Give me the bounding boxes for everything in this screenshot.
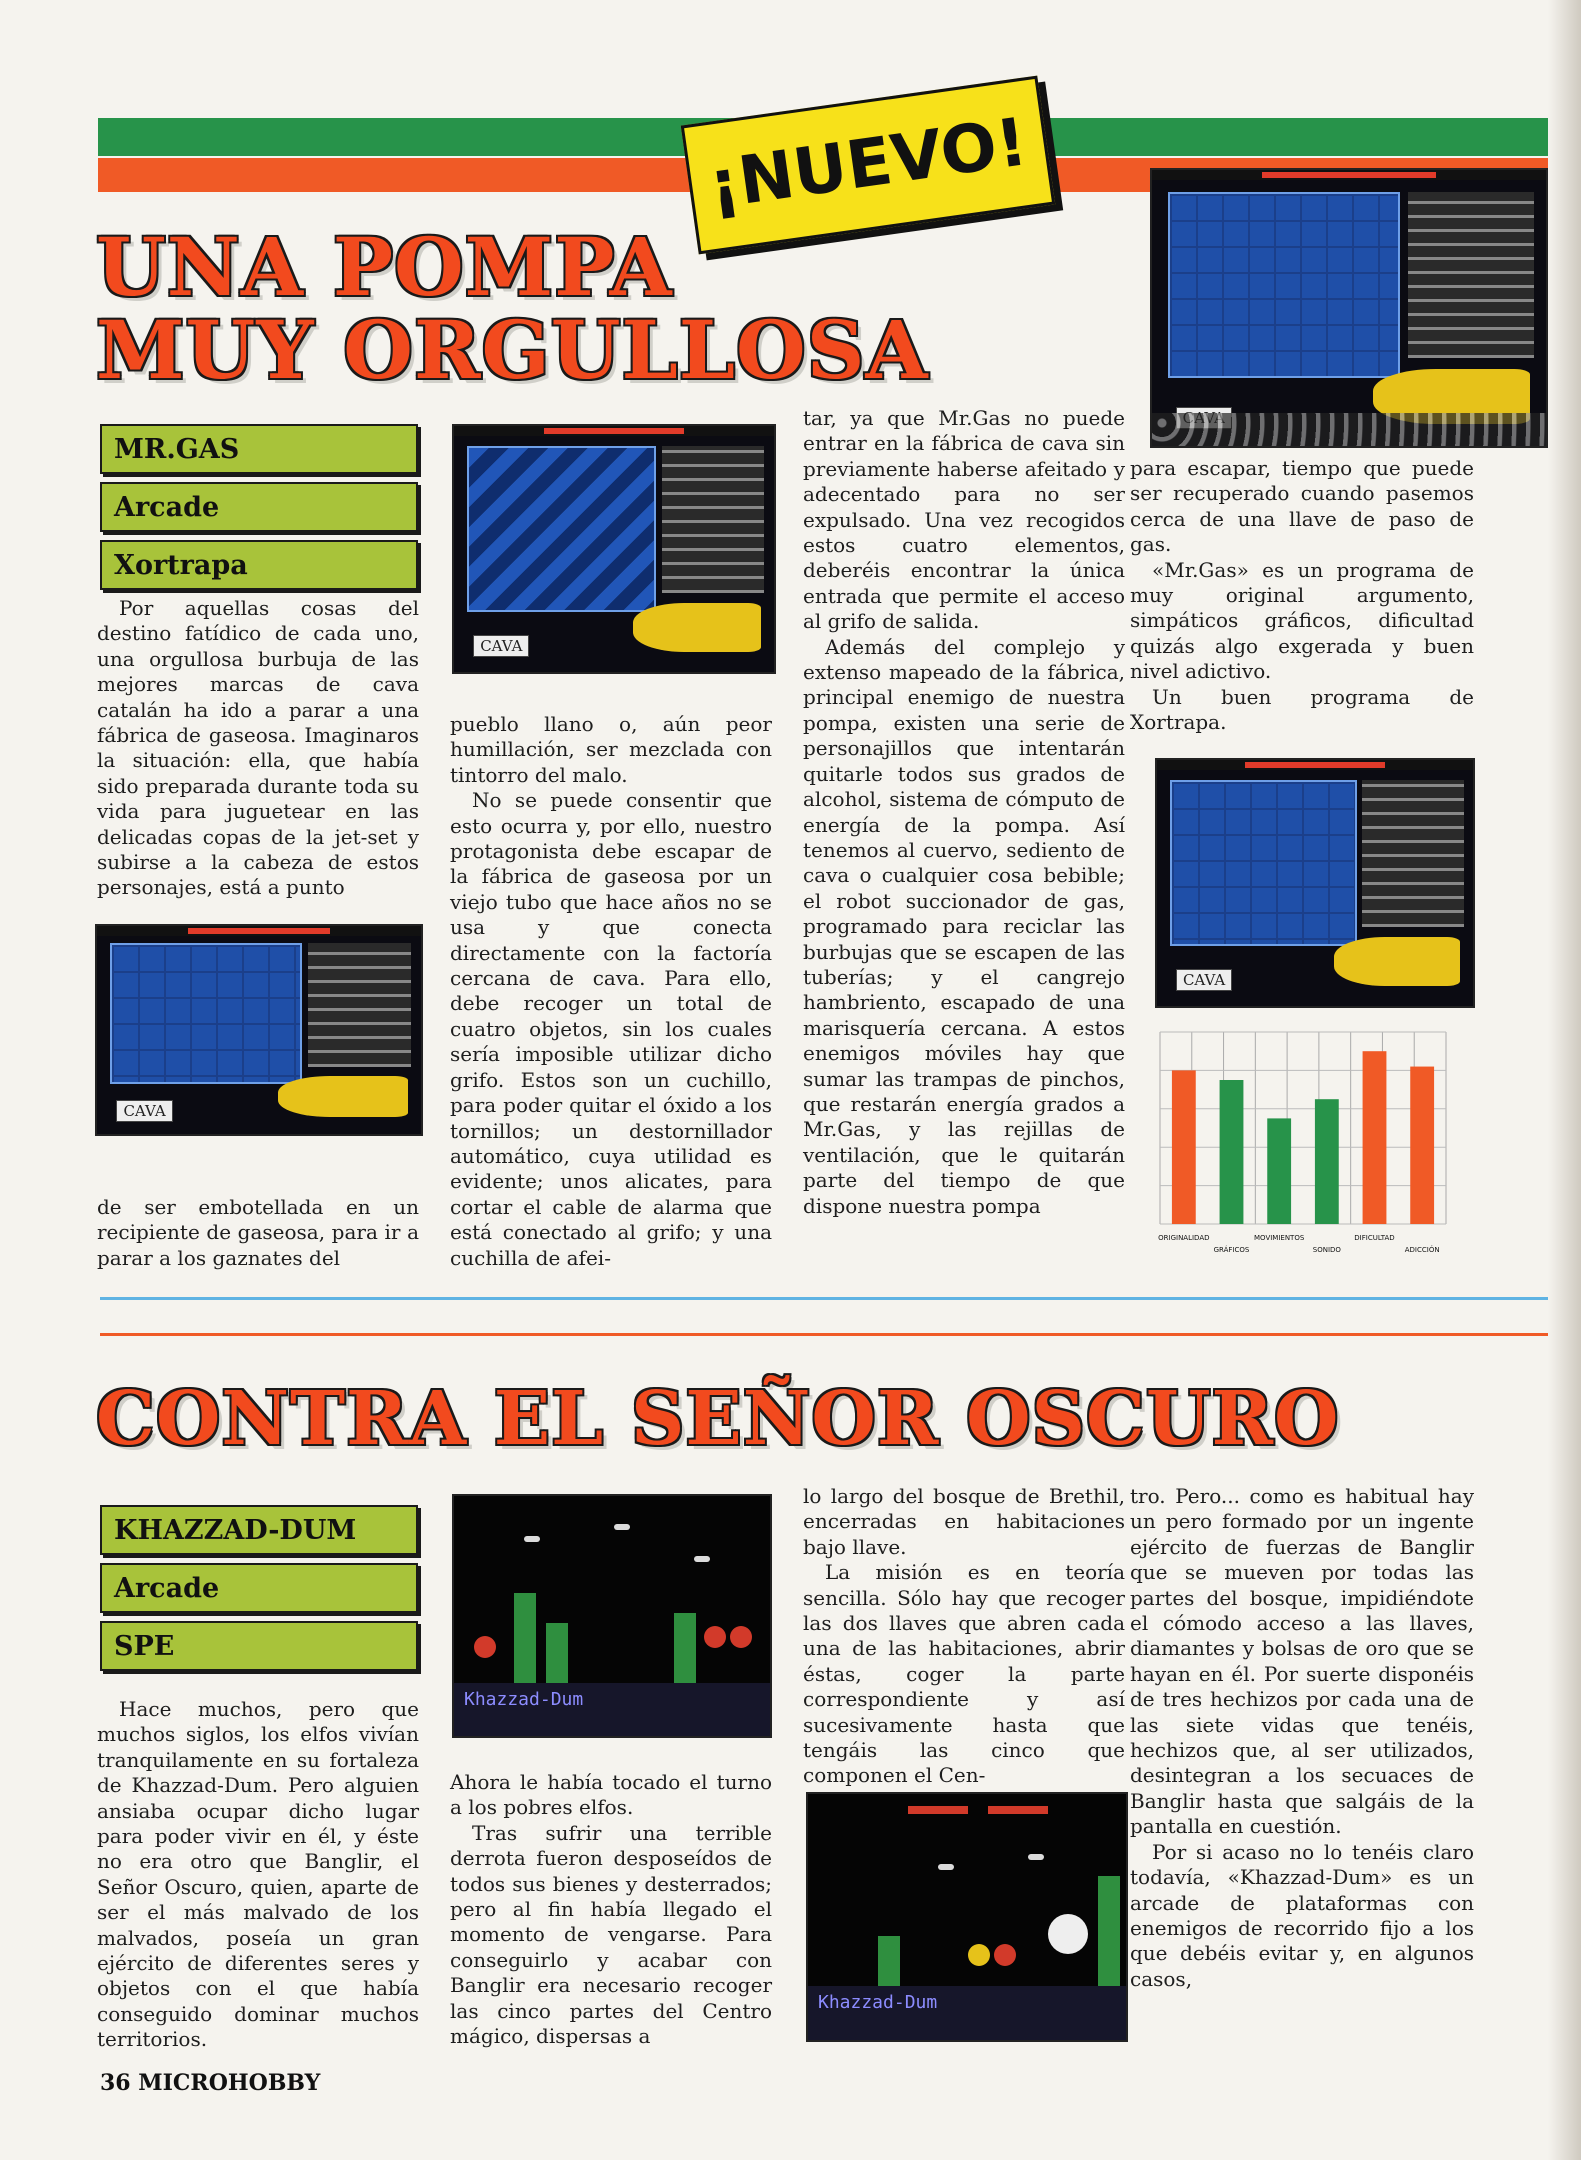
chart-bar-sonido	[1315, 1099, 1339, 1224]
mrgas-screenshot-4	[1155, 758, 1475, 1008]
article1-paragraph: de ser embotellada en un recipiente de gaseosa, para ir a parar a los gaznates del	[97, 1195, 419, 1270]
article1-title-line2: MUY ORGULLOSA	[96, 303, 929, 397]
game-status-panel	[308, 943, 412, 1068]
chart-bar-dificultad	[1363, 1051, 1387, 1224]
screenshot-header	[1152, 170, 1546, 180]
game-name-tag: KHAZZAD-DUM	[100, 1505, 418, 1555]
cava-bottle-graphic	[633, 603, 761, 652]
chart-tick-label: ADICCIÓN	[1404, 1246, 1440, 1254]
article1-paragraph: Además del complejo y extenso mapeado de la fábrica, principal enemigo de nuestra pompa, existen una serie de personajillos que intentarán quitarle todos sus grados de alcohol, sistema de cómputo de energía de la pompa. Así tenemos al cuervo, sediento de cava o cualquier cosa bebible; el robot succionador de gas, programado para reciclar las burbujas que se escapen de las tuberías; y el cangrejo hambriento, escapado de una marisquería cercana. A estos enemigos móviles hay que sumar las trampas de pinchos, que restarán energía grados a Mr.Gas, y las rejillas de ventilación, que le quitarán parte del tiempo de que dispone nuestra pompa	[803, 634, 1125, 1218]
article2-paragraph: Hace muchos, pero que muchos siglos, los elfos vivían tranquilamente en su fortaleza de Khazzad-Dum. Pero alguien ansiaba ocupar dicho lugar para poder vivir en él, y éste no era otro que Banglir, el Señor Oscuro, quien, aparte de ser el más malvado de los malvados, poseía un gran ejército de diferentes seres y objetos con el que había conseguido dominar muchos territorios.	[97, 1697, 419, 2052]
tree-graphic	[878, 1936, 900, 1986]
article2-title: CONTRA EL SEÑOR OSCURO	[96, 1376, 1340, 1462]
system-tag: SPE	[100, 1621, 418, 1671]
bubbles-strip	[1152, 413, 1546, 446]
article2-col4	[1130, 1484, 1474, 1992]
page-footer: 36 MICROHOBBY	[100, 2070, 321, 2096]
article1-paragraph: pueblo llano o, aún peor humillación, ser mezclada con tintorro del malo.	[450, 712, 772, 787]
game-status-panel	[662, 446, 764, 594]
cava-bottle-graphic	[1334, 937, 1460, 986]
cava-label: CAVA	[1176, 969, 1232, 991]
article1-paragraph: Por aquellas cosas del destino fatídico de cada uno, una orgullosa burbuja de las mejores marcas de cava catalán ha ido a parar a una fábrica de gaseosa. Imaginaros la situación: ella, que había sido preparada durante toda su vida para juguetear en las delicadas copas de la jet-set y subirse a la cabeza de estos personajes, está a punto	[97, 596, 419, 900]
article2-paragraph: Ahora le había tocado el turno a los pobres elfos.	[450, 1770, 772, 1820]
screenshot-header	[454, 426, 774, 436]
tree-graphic	[546, 1623, 568, 1683]
article1-col2	[450, 712, 772, 1271]
nuevo-badge	[681, 76, 1056, 255]
chart-tick-label: ORIGINALIDAD	[1158, 1234, 1210, 1242]
article1-col3	[803, 406, 1125, 1219]
chart-bar-originalidad	[1172, 1070, 1196, 1224]
chart-tick-label: SONIDO	[1312, 1246, 1341, 1254]
game-status-panel	[1408, 192, 1534, 358]
rating-chart	[1150, 1024, 1456, 1270]
chart-tick-label: MOVIMIENTOS	[1254, 1234, 1305, 1242]
mrgas-screenshot-1	[1150, 168, 1548, 448]
game-playfield	[110, 943, 302, 1084]
page-edge	[1548, 0, 1581, 2160]
article1-paragraph: No se puede consentir que esto ocurra y, por ello, nuestro protagonista debe escapar de la fábrica de gaseosa por un viejo tubo que hace años no se usa y que conecta directamente con la factoría cercana de cava. Para ello, debe recoger un total de cuatro objetos, sin los cuales sería imposible utilizar dicho grifo. Estos son un cuchillo, para poder quitar el óxido a los tornillos; un destornillador automático, cuya utilidad es evidente; unos alicates, para cortar el cable de alarma que está conectado al grifo; y una cuchilla de afei-	[450, 788, 772, 1270]
game-status-panel	[1362, 780, 1463, 928]
article1-title-line1: UNA POMPA	[96, 220, 673, 314]
section-divider-blue	[100, 1297, 1549, 1300]
article2-col3	[803, 1484, 1125, 1789]
chart-bar-movimientos	[1267, 1118, 1291, 1224]
game-playfield	[1170, 780, 1357, 946]
article2-paragraph: Tras sufrir una terrible derrota fueron desposeídos de todos sus bienes y desterrados; pero al fin había llegado el momento de vengarse. Para conseguirlo y acabar con Banglir era necesario recoger las cinco partes del Centro mágico, dispersas a	[450, 1820, 772, 2049]
article2-paragraph: lo largo del bosque de Brethil, encerradas en habitaciones bajo llave.	[803, 1484, 1125, 1559]
chart-tick-label: DIFICULTAD	[1354, 1234, 1395, 1242]
tree-graphic	[674, 1613, 696, 1683]
article1-paragraph: tar, ya que Mr.Gas no puede entrar en la fábrica de cava sin previamente haberse afeitado y adecentado para no ser expulsado. Una vez recogidos estos cuatro elementos, deberéis encontrar la única entrada que permite el acceso al grifo de salida.	[803, 406, 1125, 634]
khazzad-title-bar: Khazzad-Dum	[808, 1986, 1126, 2040]
article1-paragraph: «Mr.Gas» es un programa de muy original argumento, simpáticos gráficos, dificultad quizás algo exgerada y buen nivel adictivo.	[1130, 557, 1474, 684]
article1-paragraph: Un buen programa de Xortrapa.	[1130, 684, 1474, 735]
screenshot-header	[97, 926, 421, 936]
tree-graphic	[514, 1593, 536, 1683]
article2-paragraph: La misión es en teoría sencilla. Sólo hay que recoger las dos llaves que abren cada una de las habitaciones, abrir éstas, coger la parte correspondiente y así sucesivamente hasta que tengáis las cinco que componen el Cen-	[803, 1560, 1125, 1788]
article2-paragraph: tro. Pero... como es habitual hay un pero formado por un ingente ejército de fuerzas de Banglir que se mueven por todas las partes del bosque, impidiéndote el cómodo acceso a las llaves, diamantes y bolsas de oro que se hayan en él. Por suerte disponéis de tres hechizos por cada una de las siete vidas que tenéis, hechizos que, al ser utilizados, desintegran a los secuaces de Banglir hasta que salgáis de la pantalla en cuestión.	[1130, 1484, 1474, 1839]
khazzad-screenshot-1	[452, 1494, 772, 1738]
publisher-tag: Xortrapa	[100, 540, 418, 590]
genre-tag: Arcade	[100, 482, 418, 532]
cava-label: CAVA	[116, 1100, 172, 1122]
genre-tag: Arcade	[100, 1563, 418, 1613]
article1-col4	[1130, 456, 1474, 735]
game-playfield	[1168, 192, 1401, 378]
article2-paragraph: Por si acaso no lo tenéis claro todavía, «Khazzad-Dum» es un arcade de plataformas con enemigos de recorrido fijo a los que debéis evitar y, en algunos casos,	[1130, 1839, 1474, 1991]
mrgas-screenshot-2	[452, 424, 776, 674]
article2-col1	[97, 1697, 419, 2053]
tree-graphic	[1098, 1876, 1120, 1986]
nuevo-badge-text: ¡NUEVO!	[703, 103, 1032, 224]
chart-tick-label: GRÁFICOS	[1213, 1246, 1250, 1254]
article1-paragraph: para escapar, tiempo que puede ser recuperado cuando pasemos cerca de una llave de paso de gas.	[1130, 456, 1474, 557]
section-divider-orange	[100, 1333, 1549, 1336]
game-playfield	[467, 446, 657, 612]
article2-col2	[450, 1770, 772, 2049]
game-name-tag: MR.GAS	[100, 424, 418, 474]
khazzad-screenshot-2	[806, 1792, 1128, 2042]
article1-col1-top	[97, 596, 419, 901]
screenshot-header	[1157, 760, 1473, 770]
article1-col1-bottom	[97, 1195, 419, 1271]
khazzad-title-bar: Khazzad-Dum	[454, 1683, 770, 1736]
cava-bottle-graphic	[278, 1076, 408, 1118]
chart-bar-adicción	[1410, 1067, 1434, 1224]
chart-bar-gráficos	[1220, 1080, 1244, 1224]
cava-label: CAVA	[473, 635, 529, 657]
mrgas-screenshot-3	[95, 924, 423, 1136]
